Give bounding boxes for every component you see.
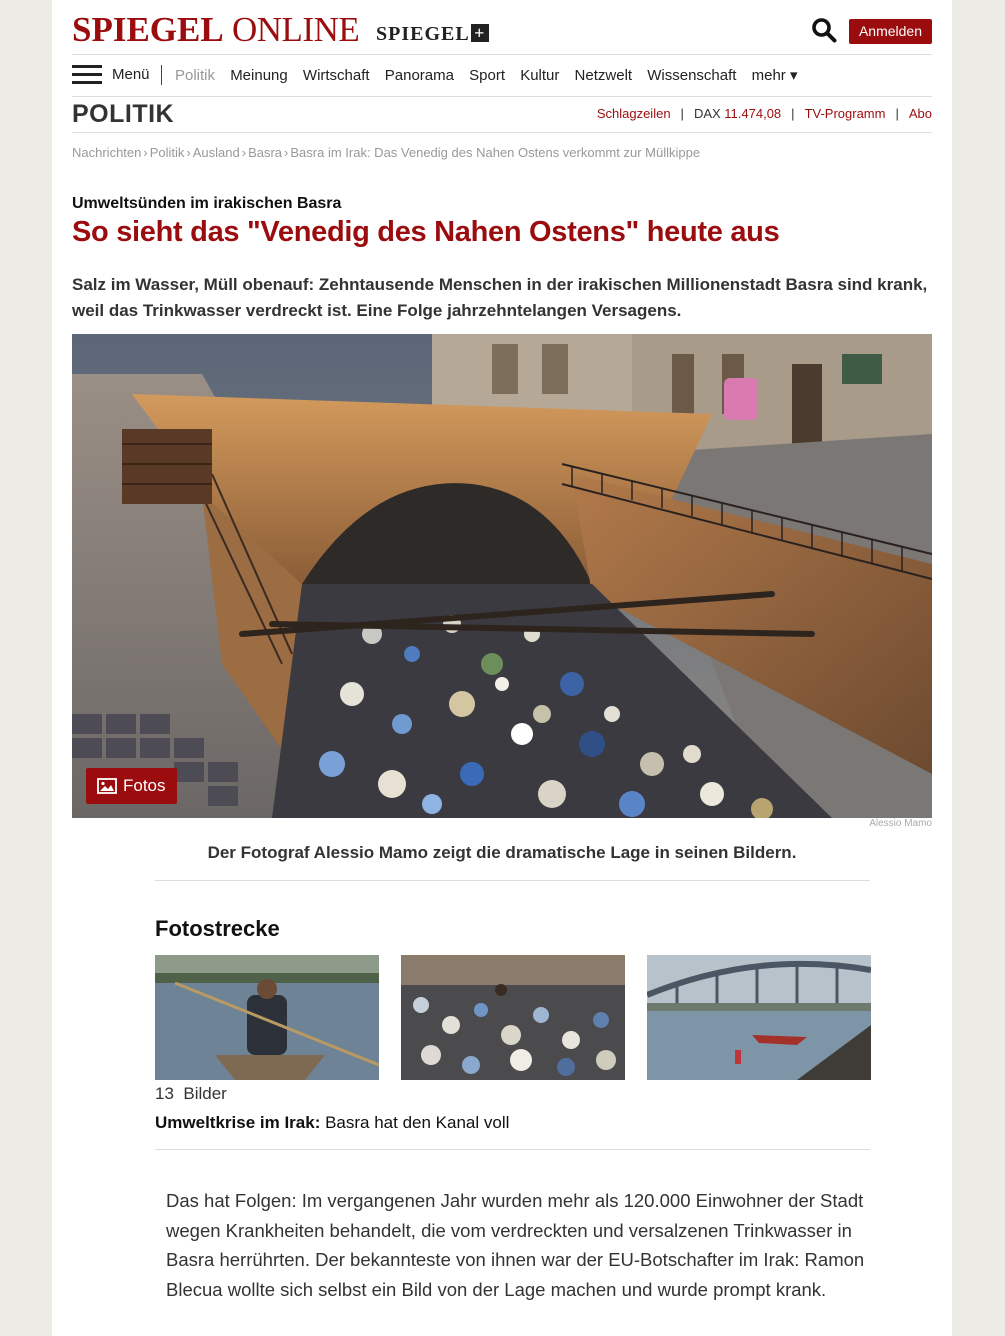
spiegel-online-logo[interactable] bbox=[72, 10, 359, 50]
gallery-title: Fotostrecke bbox=[155, 916, 280, 941]
breadcrumb-current: Basra im Irak: Das Venedig des Nahen Ostens verkommt zur Müllkippe bbox=[290, 145, 701, 160]
breadcrumb-item[interactable]: Ausland bbox=[192, 145, 240, 160]
breadcrumb-item[interactable]: Nachrichten bbox=[72, 145, 142, 160]
gallery-thumbnail[interactable] bbox=[401, 955, 625, 1080]
bridge-river-photo bbox=[647, 955, 871, 1080]
gallery-thumbnail[interactable] bbox=[647, 955, 871, 1080]
gallery-link-text: Basra hat den Kanal voll bbox=[325, 1113, 510, 1132]
nav-item-kultur[interactable]: Kultur bbox=[520, 67, 560, 84]
page bbox=[52, 0, 952, 1336]
gallery-link[interactable] bbox=[155, 1113, 509, 1133]
masthead bbox=[72, 0, 932, 55]
divider bbox=[155, 1149, 870, 1150]
article-teaser: Salz im Wasser, Müll obenauf: Zehntausende Menschen in der irakischen Millionenstadt Basra sind krank, weil das Trinkwasser verdreckt ist. Eine Folge jahrzehntelangen Versagens. bbox=[72, 275, 928, 320]
article-headline: So sieht das "Venedig des Nahen Ostens" heute aus bbox=[72, 216, 780, 248]
nav-items bbox=[175, 66, 809, 84]
hero-image[interactable] bbox=[72, 334, 932, 818]
tv-program-link[interactable]: TV-Programm bbox=[804, 106, 886, 121]
photo-credit: Alessio Mamo bbox=[869, 818, 932, 829]
section-header bbox=[72, 97, 932, 133]
dax-label[interactable]: DAX bbox=[693, 106, 721, 121]
breadcrumb-item[interactable]: Basra bbox=[248, 145, 283, 160]
gallery-count-label: Bilder bbox=[183, 1084, 227, 1103]
divider bbox=[155, 880, 870, 881]
nav-item-wissenschaft[interactable]: Wissenschaft bbox=[647, 67, 737, 84]
chevron-right-icon: › bbox=[143, 145, 148, 160]
menu-label[interactable]: Menü bbox=[112, 66, 150, 83]
abo-link[interactable]: Abo bbox=[908, 106, 932, 121]
section-title[interactable]: POLITIK bbox=[72, 100, 175, 128]
chevron-right-icon: › bbox=[186, 145, 191, 160]
nav-divider bbox=[161, 65, 162, 85]
nav-item-netzwelt[interactable]: Netzwelt bbox=[574, 67, 633, 84]
nav-item-wirtschaft[interactable]: Wirtschaft bbox=[302, 67, 370, 84]
plus-icon: + bbox=[471, 24, 489, 42]
nav-item-meinung[interactable]: Meinung bbox=[230, 67, 288, 84]
search-icon[interactable] bbox=[811, 17, 837, 43]
spiegel-plus-text: SPIEGEL bbox=[376, 23, 470, 45]
nav-item-politik[interactable]: Politik bbox=[175, 67, 216, 84]
breadcrumb bbox=[72, 145, 932, 160]
logo-text-bold: SPIEGEL bbox=[72, 10, 224, 49]
nav-item-panorama[interactable]: Panorama bbox=[384, 67, 454, 84]
headlines-link[interactable]: Schlagzeilen bbox=[596, 106, 671, 121]
gallery-count-number: 13 bbox=[155, 1084, 174, 1103]
logo-text-rest: ONLINE bbox=[231, 10, 360, 49]
nav-item-sport[interactable]: Sport bbox=[469, 67, 506, 84]
gallery-count bbox=[155, 1084, 227, 1104]
nav-item-mehr[interactable]: mehr ▾ bbox=[751, 67, 798, 84]
spiegel-plus-logo[interactable] bbox=[376, 23, 489, 46]
quick-links: Schlagzeilen | DAX 11.474,08 | TV-Programm | Abo bbox=[596, 106, 932, 121]
chevron-right-icon: › bbox=[241, 145, 247, 160]
canal-photo bbox=[72, 334, 932, 818]
gallery-thumbnail[interactable] bbox=[155, 955, 379, 1080]
photos-button-label: Fotos bbox=[123, 776, 166, 795]
login-button[interactable]: Anmelden bbox=[849, 19, 932, 44]
photos-button[interactable] bbox=[86, 768, 177, 804]
image-icon bbox=[97, 778, 117, 794]
article-body-paragraph: Das hat Folgen: Im vergangenen Jahr wurden mehr als 120.000 Einwohner der Stadt wegen Krankheiten behandelt, die vom verdreckten und versalzenen Trinkwasser in Basra herrührten. Der bekannteste von ihnen war der EU-Botschafter im Irak: Ramon Blecua wollte sich selbst ein Bild von der Lage machen und wurde prompt krank. bbox=[166, 1190, 865, 1300]
trash-canal-photo bbox=[401, 955, 625, 1080]
dax-value[interactable]: 11.474,08 bbox=[724, 106, 782, 121]
chevron-right-icon: › bbox=[284, 145, 289, 160]
main-navigation bbox=[72, 55, 932, 97]
boatman-photo bbox=[155, 955, 379, 1080]
photo-caption: Der Fotograf Alessio Mamo zeigt die dramatische Lage in seinen Bildern. bbox=[207, 843, 797, 862]
article-kicker: Umweltsünden im irakischen Basra bbox=[72, 195, 342, 212]
gallery-link-bold: Umweltkrise im Irak: bbox=[155, 1113, 321, 1132]
breadcrumb-item[interactable]: Politik bbox=[149, 145, 185, 160]
hamburger-menu-icon[interactable] bbox=[72, 65, 102, 85]
